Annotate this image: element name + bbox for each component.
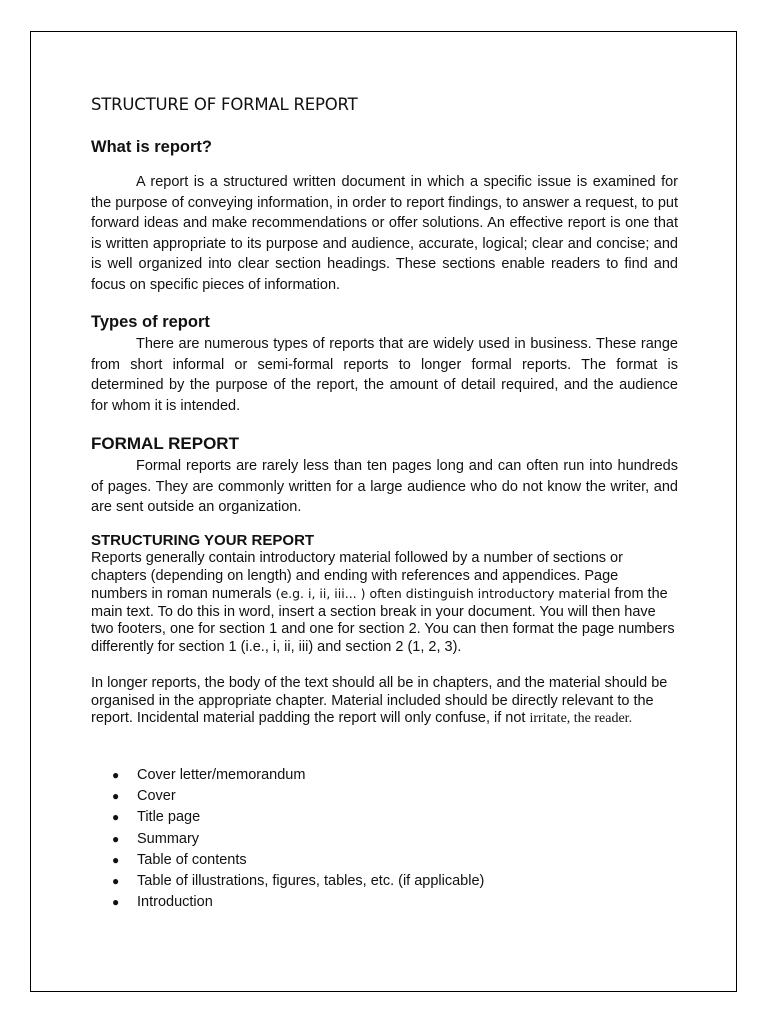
paragraph-structuring-1 [91,550,678,656]
list-item-label: Table of illustrations, figures, tables, etc. (if applicable) [137,872,485,889]
list-item [91,787,484,808]
bullet-icon: ● [112,768,120,782]
list-item-label: Title page [137,809,201,826]
document-page [30,31,737,992]
list-item [91,766,484,787]
paragraph-structuring-2 [91,675,678,728]
bullet-icon: ● [112,789,120,804]
paragraph-structuring-1-part-a: Reports generally contain introductory material followed by a number of sections or chapters (depending on length) and ending with references and appendices. Page numbers in roman numerals [91,550,623,602]
list-item [91,830,484,851]
list-item [91,808,484,829]
list-item-label: Summary [137,830,200,847]
bullet-icon: ● [112,895,120,910]
paragraph-what-is-report: A report is a structured written document in which a specific issue is examined for the purpose of conveying information, in order to report findings, to answer a request, to put forward ideas and make recommendations or offer solutions. An effective report is one that is written appropriate to its purpose and audience, accurate, logical; clear and concise; and is well organized into clear section headings. These sections enable readers to find and focus on specific pieces of information. [91,174,678,293]
bullet-icon: ● [112,852,120,867]
paragraph-formal-report: Formal reports are rarely less than ten pages long and can often run into hundreds of pages. They are commonly written for a large audience who do not know the writer, and are sent outside an organization. [91,458,678,516]
heading-formal-report: FORMAL REPORT [91,434,239,453]
heading-types-of-report: Types of report [91,313,210,331]
list-item-label: Table of contents [137,851,247,868]
heading-what-is-report: What is report? [91,138,213,156]
list-item-label: Cover letter/memorandum [137,767,306,783]
document-title: STRUCTURE OF FORMAL REPORT [91,95,358,114]
report-components-list [91,766,484,914]
paragraph-structuring-2-part-a: In longer reports, the body of the text should all be in chapters, and the material should be organised in the appropriate chapter. Material included should be directly relevant to the report. Incidental material padding the report will only confuse, if not [91,675,668,726]
list-item [91,893,484,914]
paragraph-structuring-1-part-c: from the main text. To do this in word, insert a section break in your document. You will then have two footers, one for section 1 and one for section 2. You can then format the page numbers differently for section 1 (i.e., i, ii, iii) and section 2 (1, 2, 3). [91,586,675,655]
bullet-icon: ● [112,873,120,888]
list-item [91,851,484,872]
bullet-icon: ● [112,831,120,846]
paragraph-structuring-2-part-b: irritate, the reader. [529,711,633,726]
paragraph-types-of-report: There are numerous types of reports that are widely used in business. These range from short informal or semi-formal reports to longer formal reports. The format is determined by the purpose of the report, the amount of detail required, and the audience for whom it is intended. [91,336,678,414]
list-item-label: Cover [137,788,176,805]
heading-structuring-report: STRUCTURING YOUR REPORT [91,532,315,549]
bullet-icon: ● [112,810,120,825]
list-item-label: Introduction [137,894,213,911]
list-item [91,872,484,893]
paragraph-structuring-1-part-b: (e.g. i, ii, iii... ) often distinguish introductory material [275,586,611,601]
